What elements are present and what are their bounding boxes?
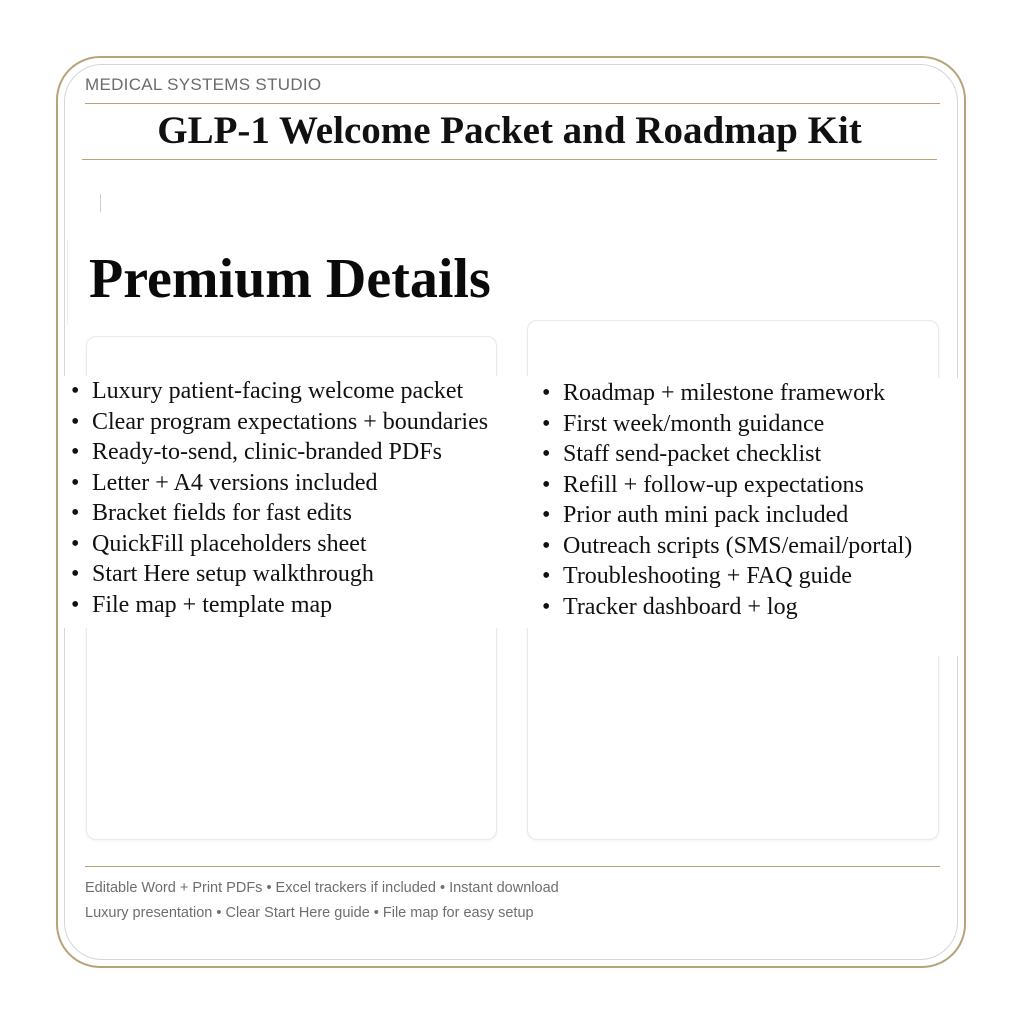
list-item: • Bracket fields for fast edits: [62, 498, 532, 529]
feature-list-left: [62, 376, 532, 628]
footer-line-presentation: Luxury presentation • Clear Start Here guide • File map for easy setup: [85, 905, 534, 921]
decorative-line: [67, 240, 68, 325]
page-title: GLP-1 Welcome Packet and Roadmap Kit: [157, 109, 862, 152]
list-item: • Staff send-packet checklist: [533, 439, 958, 470]
feature-list-right: [533, 378, 958, 656]
list-item: • Troubleshooting + FAQ guide: [533, 561, 958, 592]
list-item: • Tracker dashboard + log: [533, 592, 958, 623]
list-item: • First week/month guidance: [533, 409, 958, 440]
list-item: • Ready-to-send, clinic-branded PDFs: [62, 437, 532, 468]
list-item: • Roadmap + milestone framework: [533, 378, 958, 409]
list-item: • Luxury patient-facing welcome packet: [62, 376, 532, 407]
footer-line-formats: Editable Word + Print PDFs • Excel trackers if included • Instant download: [85, 880, 559, 896]
list-item: • QuickFill placeholders sheet: [62, 529, 532, 560]
section-heading: Premium Details: [89, 248, 491, 310]
list-item: • Outreach scripts (SMS/email/portal): [533, 531, 958, 562]
list-item: • Refill + follow-up expectations: [533, 470, 958, 501]
list-item: • Prior auth mini pack included: [533, 500, 958, 531]
list-item: • File map + template map: [62, 590, 532, 621]
decorative-tick: [100, 194, 101, 212]
list-item: • Letter + A4 versions included: [62, 468, 532, 499]
list-item: • Start Here setup walkthrough: [62, 559, 532, 590]
brand-name: MEDICAL SYSTEMS STUDIO: [85, 75, 322, 94]
footer-divider: [85, 866, 940, 867]
header-bottom-divider: [82, 159, 937, 160]
list-item: • Clear program expectations + boundaries: [62, 407, 532, 438]
